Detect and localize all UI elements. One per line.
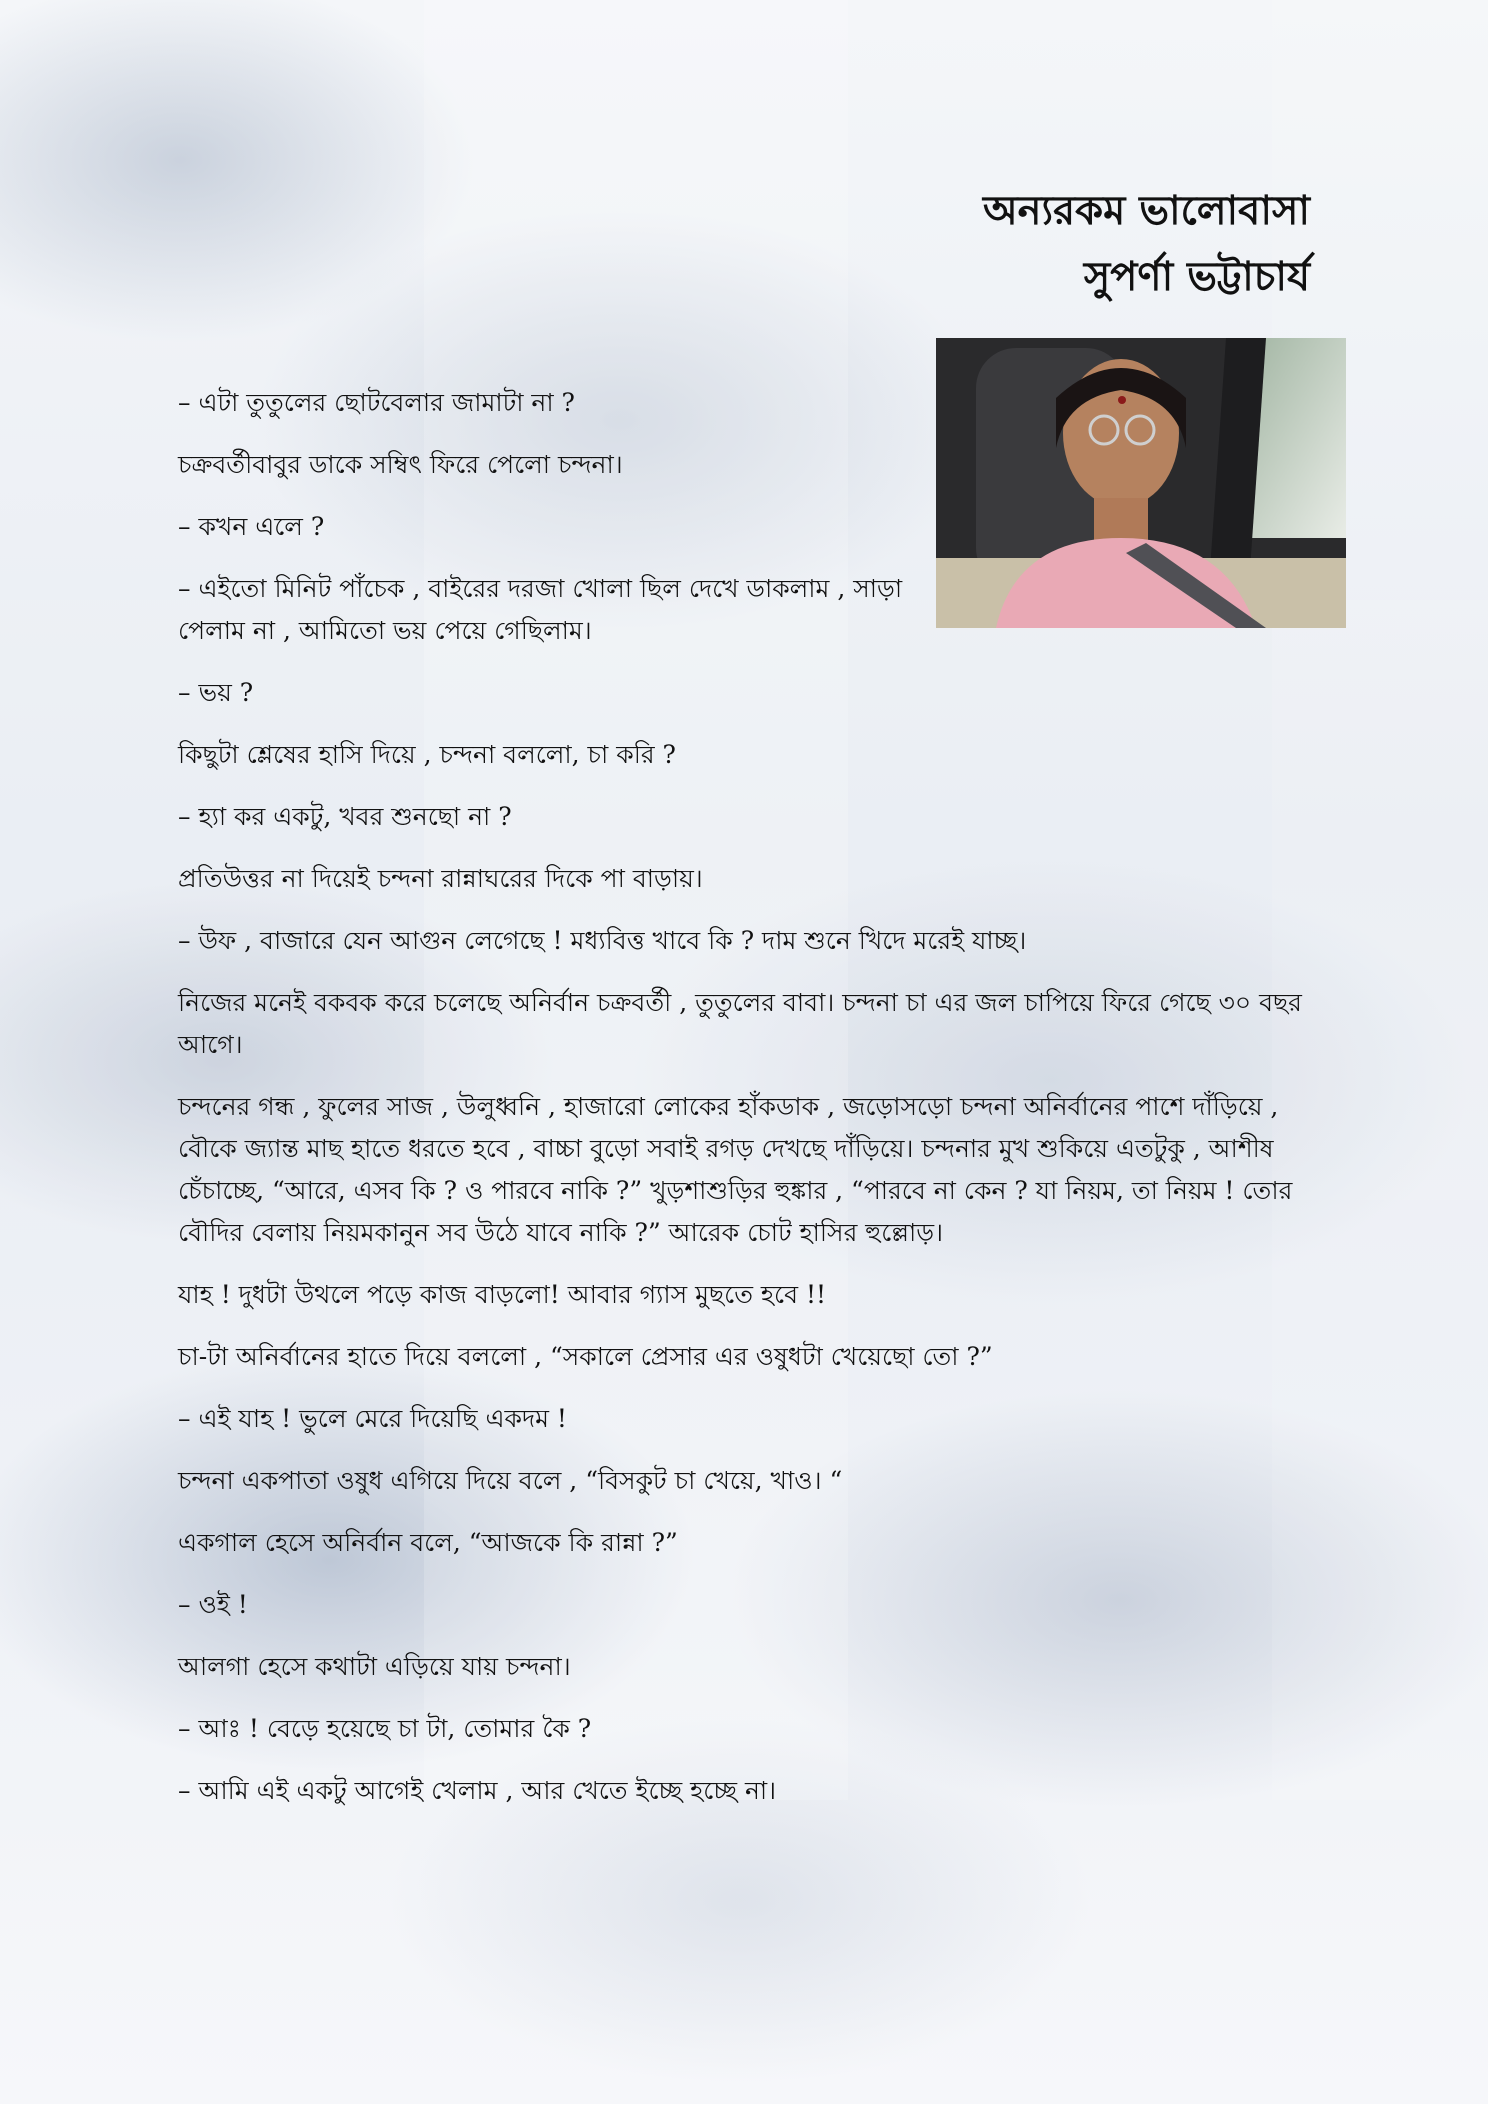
story-title: অন্যরকম ভালোবাসা (982, 187, 1310, 234)
story-paragraph: – হ্যা কর একটু, খবর শুনছো না ? (178, 802, 512, 831)
story-paragraph: – ওই ! (178, 1590, 248, 1619)
story-paragraph: – আঃ ! বেড়ে হয়েছে চা টা, তোমার কৈ ? (178, 1714, 592, 1743)
story-paragraph: – এটা তুতুলের ছোটবেলার জামাটা না ? (178, 388, 575, 417)
story-paragraph: প্রতিউত্তর না দিয়েই চন্দনা রান্নাঘরের দিকে পা বাড়ায়। (178, 864, 703, 893)
story-paragraph: – এই যাহ ! ভুলে মেরে দিয়েছি একদম ! (178, 1404, 567, 1433)
story-paragraph: চক্রবর্তীবাবুর ডাকে সম্বিৎ ফিরে পেলো চন্দনা। (178, 450, 623, 479)
story-paragraph: একগাল হেসে অনির্বান বলে, “আজকে কি রান্না ?” (178, 1528, 678, 1557)
header (983, 178, 1310, 310)
story-paragraph: চন্দনের গন্ধ , ফুলের সাজ , উলুধ্বনি , হাজারো লোকের হাঁকডাক , জড়োসড়ো চন্দনা অনির্বানের পাশে দাঁড়িয়ে , বৌকে জ্যান্ত মাছ হাতে ধরতে হবে , বাচ্চা বুড়ো সবাই রগড় দেখছে দাঁড়িয়ে। চন্দনার মুখ শুকিয়ে এতটুকু , আশীষ চেঁচাচ্ছে, “আরে, এসব কি ? ও পারবে নাকি ?” খুড়শাশুড়ির হুঙ্কার , “পারবে না কেন ? যা নিয়ম, তা নিয়ম ! তোর বৌদির বেলায় নিয়মকানুন সব উঠে যাবে নাকি ?” আরেক চোট হাসির হুল্লোড়। (178, 1092, 1293, 1247)
story-paragraph: – ভয় ? (178, 678, 254, 707)
story-paragraph: কিছুটা শ্লেষের হাসি দিয়ে , চন্দনা বললো, চা করি ? (178, 740, 676, 769)
author-name: সুপর্ণা ভট্টাচার্য (1083, 253, 1310, 300)
story-paragraph: চন্দনা একপাতা ওষুধ এগিয়ে দিয়ে বলে , “বিসকুট চা খেয়ে, খাও। “ (178, 1466, 843, 1495)
story-paragraph: নিজের মনেই বকবক করে চলেছে অনির্বান চক্রবর্তী , তুতুলের বাবা। চন্দনা চা এর জল চাপিয়ে ফিরে গেছে ৩০ বছর আগে। (178, 988, 1302, 1059)
story-body (178, 382, 1318, 1832)
story-paragraph: – কখন এলে ? (178, 512, 325, 541)
story-paragraph: যাহ ! দুধটা উথলে পড়ে কাজ বাড়লো! আবার গ্যাস মুছতে হবে !! (178, 1280, 827, 1309)
story-paragraph: চা-টা অনির্বানের হাতে দিয়ে বললো , “সকালে প্রেসার এর ওষুধটা খেয়েছো তো ?” (178, 1342, 993, 1371)
story-paragraph: – উফ , বাজারে যেন আগুন লেগেছে ! মধ্যবিত্ত খাবে কি ? দাম শুনে খিদে মরেই যাচ্ছ। (178, 926, 1027, 955)
story-paragraph: – এইতো মিনিট পাঁচেক , বাইরের দরজা খোলা ছিল দেখে ডাকলাম , সাড়া পেলাম না , আমিতো ভয় পেয়ে গেছিলাম। (178, 574, 903, 645)
story-paragraph: – আমি এই একটু আগেই খেলাম , আর খেতে ইচ্ছে হচ্ছে না। (178, 1776, 777, 1805)
story-paragraph: আলগা হেসে কথাটা এড়িয়ে যায় চন্দনা। (178, 1652, 571, 1681)
